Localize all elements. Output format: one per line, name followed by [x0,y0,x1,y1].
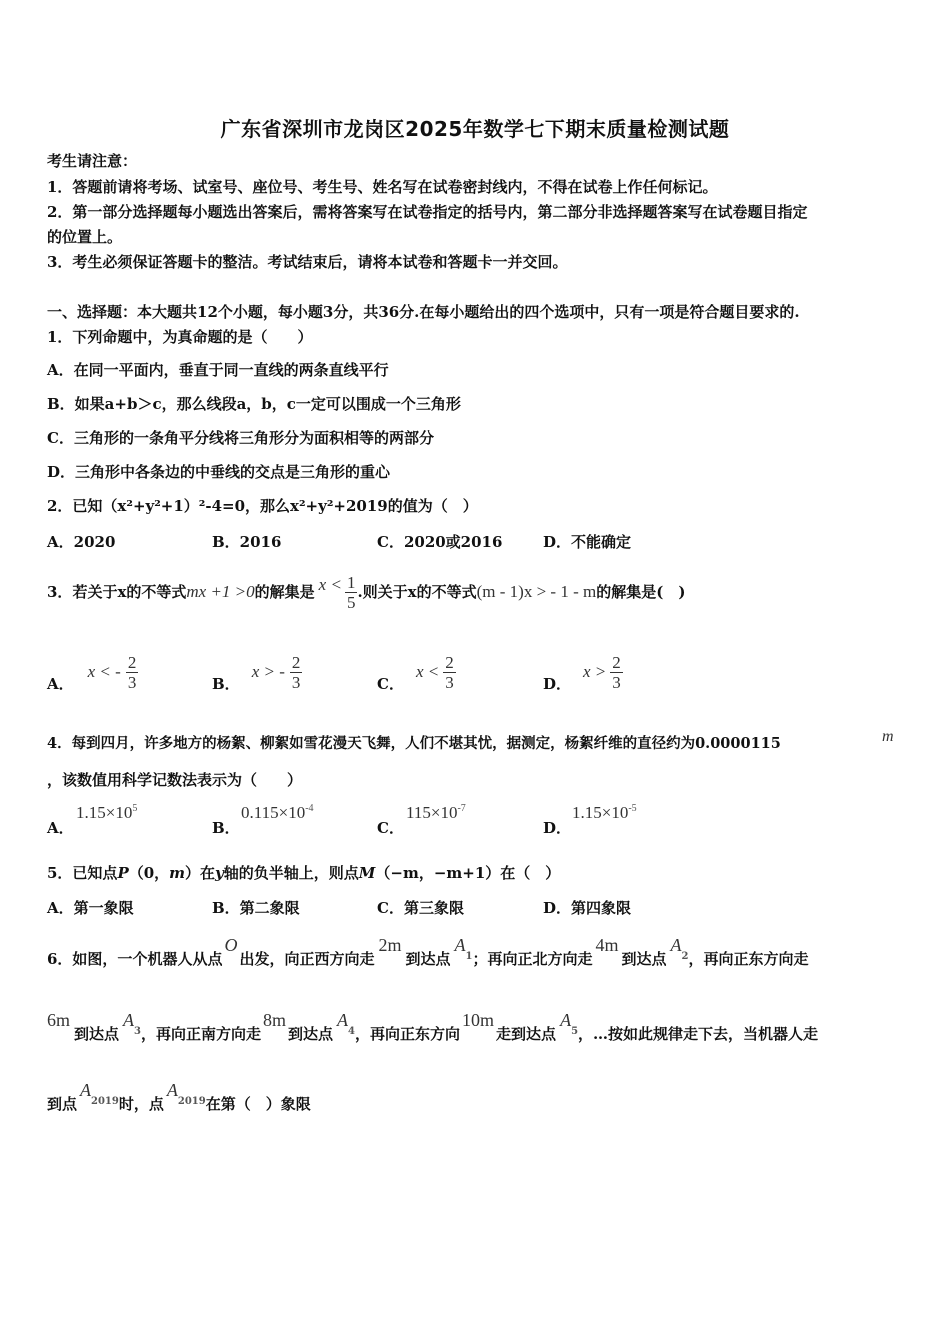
section-heading: 一、选择题：本大题共12个小题，每小题3分，共36分.在每小题给出的四个选项中，只有一项是符合题目要求的. [47,303,800,321]
q6-line-3 [47,1080,311,1114]
q1-option-a: A．在同一平面内，垂直于同一直线的两条直线平行 [47,361,389,379]
q4-option-b-value [241,803,314,823]
q3-option-d-label: D． [543,674,572,693]
q2-option-a: A．2020 [47,533,116,551]
q6-text-6: ，再向正东方向走 [688,950,809,968]
q6-text-13: 到点 [47,1095,78,1113]
q2-option-d: D．不能确定 [543,533,632,551]
q3-option-a-lhs: x < - [87,662,121,681]
q2-stem: 2．已知（x²+y²+1）²-4=0，那么x²+y²+2019的值为（ ） [47,497,478,515]
q3-option-a [47,648,138,696]
q3-number: 3． [47,583,73,601]
q6-point-a1-sub: 1 [465,951,473,962]
q6-point-a3-sub: 3 [134,1026,141,1037]
q3-option-c [377,648,456,696]
q4-option-d-label: D． [543,819,572,837]
q5-option-b: B．第二象限 [212,899,300,917]
q3-option-b-label: B． [212,674,240,693]
notice-item-2: 2．第一部分选择题每小题选出答案后，需将答案写在试卷指定的括号内，第二部分非选择题答案写在试卷题目指定 [47,203,808,221]
q5-text-a: 5．已知点 [47,864,118,882]
q3-option-b-denominator: 3 [291,672,301,692]
q5-point-p: P [117,864,129,882]
q3-option-c-lhs: x < [415,662,440,681]
q4-option-c-label: C． [377,819,404,837]
q6-distance-1: 2m [378,935,402,955]
q5-text-e: （−m，−m+1）在（ ） [375,864,561,882]
q3-text-4: 的解集是( ) [596,583,686,601]
q6-line-2 [47,1010,818,1044]
q6-point-a2019-b: A [166,1080,178,1100]
q6-text-11: 走到达点 [496,1025,557,1043]
q6-text-8: ，再向正南方向走 [141,1025,262,1043]
q3-option-d-fraction [610,653,623,692]
q3-option-d-denominator: 3 [612,672,621,692]
q4-option-a-exponent: 5 [132,803,138,814]
q4-option-a-label: A． [47,819,74,837]
q6-point-a5: A [560,1010,572,1030]
q3-option-c-fraction [443,653,456,692]
q3-option-a-denominator: 3 [127,672,137,692]
q3-option-d-lhs: x > [583,662,607,681]
q6-point-a4-sub: 4 [348,1026,356,1037]
q6-point-a1: A [454,935,466,955]
q4-stem-line2: ，该数值用科学记数法表示为（ ） [47,771,303,789]
q3-text-3: .则关于x的不等式 [357,583,477,601]
q4-stem-line1: 4．每到四月，许多地方的杨絮、柳絮如雪花漫天飞舞，人们不堪其忧，据测定，杨絮纤维的直径约为0.0000115 [47,735,781,752]
q6-text-12: ，…按如此规律走下去，当机器人走 [578,1025,819,1043]
q5-point-m: M [358,864,376,882]
q3-inequality-2: (m - 1)x > - 1 - m [476,582,597,601]
q3-option-d-numerator: 2 [612,652,621,672]
q6-text-2: 出发，向正西方向走 [239,950,375,968]
q3-solution-numerator: 1 [346,572,356,592]
q3-option-c-numerator: 2 [445,652,454,672]
q5-text-d: 轴的负半轴上，则点 [223,864,359,882]
q5-text-c: ）在 [185,864,216,882]
q6-text-10: ，再向正东方向 [355,1025,461,1043]
q4-option-c-exponent: -7 [457,803,466,814]
q5-var-m: m [169,864,186,882]
q6-text-9: 到达点 [288,1025,334,1043]
q6-point-a2019: A [80,1080,92,1100]
q3-text-2: 的解集是 [254,583,315,601]
q3-option-a-fraction [126,653,139,692]
q3-option-b-numerator: 2 [291,652,301,672]
page-title: 广东省深圳市龙岗区2025年数学七下期末质量检测试题 [220,117,730,141]
q5-text-b: （0， [128,864,170,882]
q1-option-b: B．如果a+b＞c，那么线段a，b，c一定可以围成一个三角形 [47,395,461,413]
q1-option-d: D．三角形中各条边的中垂线的交点是三角形的重心 [47,463,391,481]
q3-text-1: 若关于x的不等式 [72,583,187,601]
q3-option-c-denominator: 3 [445,672,454,692]
q3-solution-lhs: x < [318,575,342,594]
q3-inequality-1: mx +1 >0 [186,582,255,601]
q6-point-a2019-sub: 2019 [91,1096,119,1107]
notice-heading: 考生请注意： [47,152,138,170]
q4-option-b-exponent: -4 [305,803,314,814]
q5-var-y: y [215,864,224,882]
q6-point-a2-sub: 2 [681,951,689,962]
q4-option-a-base: 1.15×10 [76,803,133,822]
q5-option-a: A．第一象限 [47,899,134,917]
q5-option-c: C．第三象限 [377,899,464,917]
q6-point-a3: A [123,1010,135,1030]
q6-distance-5: 10m [462,1010,495,1030]
q4-option-d-exponent: -5 [628,803,637,814]
q4-unit: m [882,728,894,745]
q4-option-b-base: 0.115×10 [241,803,306,822]
q3-option-a-numerator: 2 [127,652,137,672]
q2-option-c: C．2020或2016 [377,533,503,551]
q1-option-c: C．三角形的一条角平分线将三角形分为面积相等的两部分 [47,429,434,447]
q3-option-d [543,648,623,696]
q3-option-c-label: C． [377,674,404,693]
notice-item-3: 3．考生必须保证答题卡的整洁。考试结束后，请将本试卷和答题卡一并交回。 [47,253,568,271]
q5-stem [47,863,560,883]
q6-line-1 [47,935,809,969]
q2-option-b: B．2016 [212,533,282,551]
q4-option-c-value [406,803,466,823]
q6-distance-2: 4m [595,935,619,955]
q4-option-d-base: 1.15×10 [572,803,629,822]
q6-text-14: 时，点 [118,1095,164,1113]
q4-option-c-base: 115×10 [406,803,458,822]
q4-option-d-value [572,803,637,823]
q6-distance-3: 6m [47,1010,71,1030]
q6-point-a2019-b-sub: 2019 [177,1096,206,1107]
q6-text-5: 到达点 [621,950,667,968]
q5-option-d: D．第四象限 [543,899,632,917]
q6-distance-4: 8m [263,1010,287,1030]
q6-text-1: 6．如图，一个机器人从点 [47,950,223,968]
q3-solution-denominator: 5 [346,592,356,612]
q6-text-3: 到达点 [405,950,451,968]
q1-stem: 1．下列命题中，为真命题的是（ ） [47,328,313,346]
q3-stem [47,566,685,618]
q6-text-15: 在第（ ）象限 [205,1095,311,1113]
q3-option-a-label: A． [47,674,74,693]
q4-option-b-label: B． [212,819,240,837]
q3-option-b-fraction [290,653,303,692]
q6-text-4: ；再向正北方向走 [472,950,593,968]
q3-option-b-lhs: x > - [251,662,285,681]
q6-point-a4: A [337,1010,349,1030]
q6-text-7: 到达点 [74,1025,120,1043]
q6-point-o: O [224,935,238,955]
q6-point-a2: A [670,935,682,955]
q6-point-a5-sub: 5 [571,1026,579,1037]
notice-item-2-cont: 的位置上。 [47,228,123,246]
q4-option-a-value [76,803,137,823]
notice-item-1: 1．答题前请将考场、试室号、座位号、考生号、姓名写在试卷密封线内，不得在试卷上作任何标记。 [47,178,718,196]
q3-option-b [212,648,302,696]
q3-solution-fraction [345,573,358,612]
